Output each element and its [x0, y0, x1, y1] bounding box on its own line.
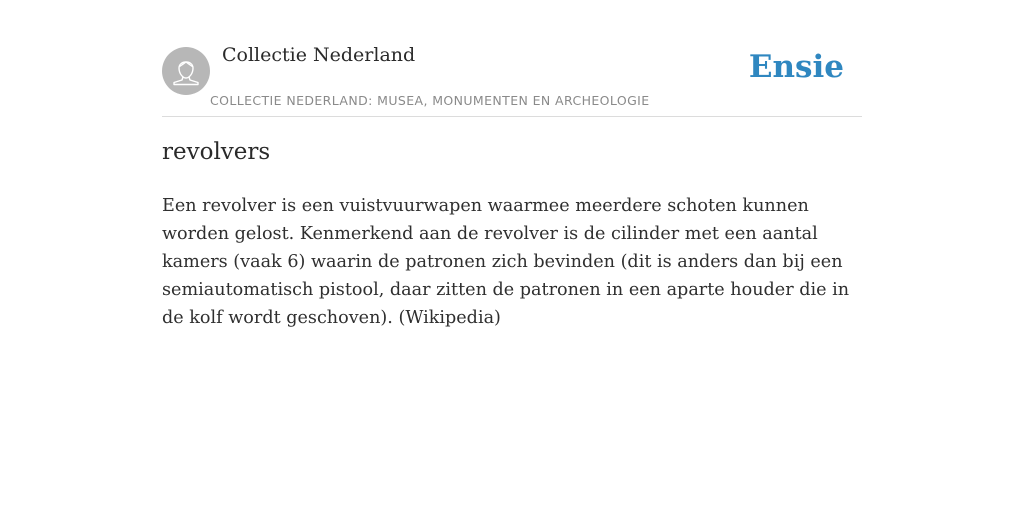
entry-term: revolvers [162, 139, 271, 165]
user-icon [162, 47, 210, 95]
user-avatar[interactable] [162, 47, 210, 95]
source-link[interactable]: COLLECTIE NEDERLAND: MUSEA, MONUMENTEN EN ARCHEOLOGIE [210, 93, 650, 108]
entry-card [162, 0, 862, 512]
author-name[interactable]: Collectie Nederland [222, 44, 416, 66]
entry-header [162, 0, 862, 117]
ensie-logo[interactable]: Ensie [748, 49, 844, 85]
entry-definition: Een revolver is een vuistvuurwapen waarmee meerdere schoten kunnen worden gelost. Kenmerkend aan de revolver is de cilinder met een aantal kamers (vaak 6) waarin de patronen zich bevinden (dit is anders dan bij een semiautomatisch pistool, daar zitten de patronen in een aparte houder die in de kolf wordt geschoven). (Wikipedia) [162, 196, 850, 328]
